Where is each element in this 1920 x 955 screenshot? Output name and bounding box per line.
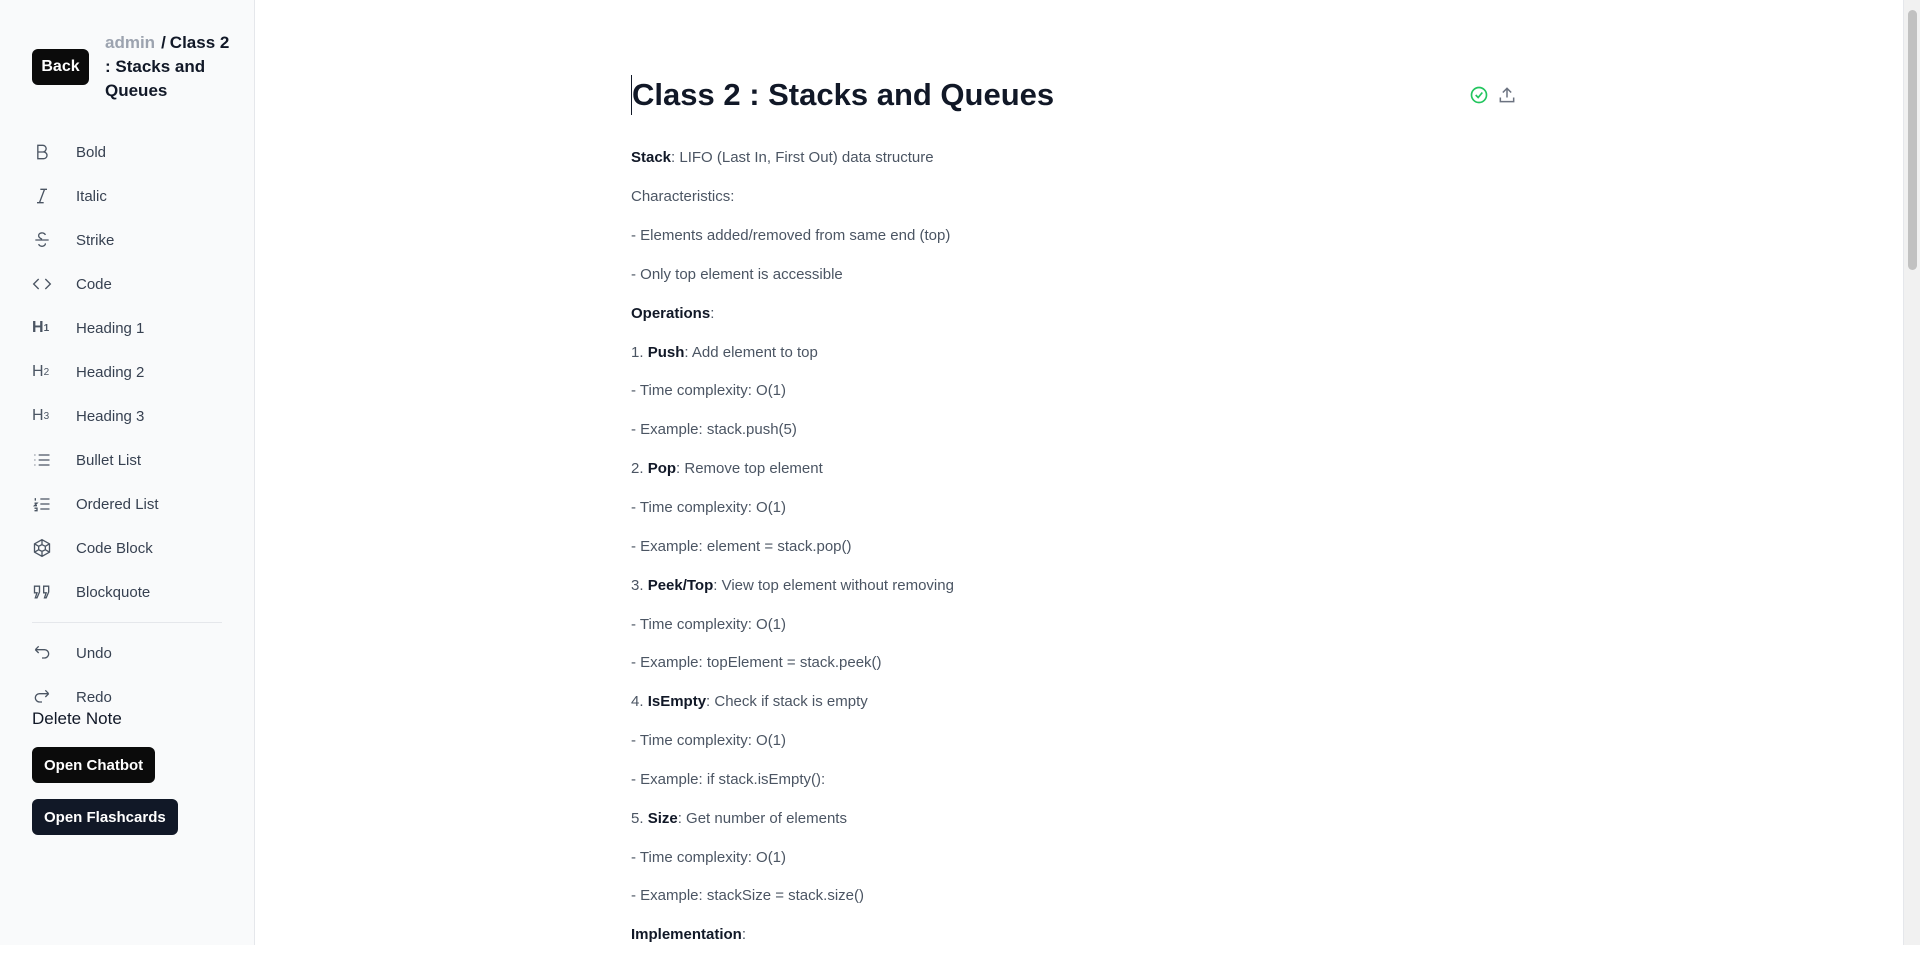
line-text: - Elements added/removed from same end (top) (631, 227, 951, 245)
code-icon (32, 274, 66, 294)
line-text: - Time complexity: O(1) (631, 848, 787, 866)
tool-label: Code (76, 275, 112, 293)
editor-status-icons (1469, 85, 1517, 105)
scrollbar-thumb[interactable] (1908, 10, 1917, 270)
tool-label: Undo (76, 644, 112, 662)
tool-label: Italic (76, 187, 107, 205)
line-prefix: 1. (631, 343, 648, 361)
tool-label: Ordered List (76, 495, 159, 513)
note-title[interactable]: Class 2 : Stacks and Queues (631, 75, 1054, 115)
blockquote-button[interactable] (32, 570, 222, 614)
toolbar-divider (32, 622, 222, 623)
open-flashcards-button[interactable]: Open Flashcards (32, 799, 178, 835)
note-line (631, 450, 1511, 489)
note-line (631, 683, 1511, 722)
note-line (631, 761, 1511, 800)
strike-button[interactable] (32, 218, 222, 262)
breadcrumb-note-title: Class 2 : Stacks and Queues (105, 33, 230, 100)
saved-check-icon (1469, 85, 1489, 105)
code-button[interactable] (32, 262, 222, 306)
blockquote-icon (32, 582, 66, 602)
note-line (631, 644, 1511, 683)
line-text: : Remove top element (676, 460, 823, 478)
heading-2-button[interactable] (32, 350, 222, 394)
line-bold: Peek/Top (647, 576, 714, 594)
undo-icon (32, 643, 66, 663)
redo-icon (32, 687, 66, 707)
undo-button[interactable] (32, 631, 222, 675)
page-scrollbar[interactable] (1903, 0, 1920, 945)
note-line (631, 217, 1511, 256)
note-line (631, 527, 1511, 566)
line-text: - Example: stackSize = stack.size() (631, 887, 864, 905)
note-line (631, 916, 1511, 955)
bullet-list-button[interactable] (32, 438, 222, 482)
note-line (631, 877, 1511, 916)
line-text: : Check if stack is empty (706, 693, 868, 711)
note-line (631, 566, 1511, 605)
line-bold: Push (647, 343, 685, 361)
tool-label: Redo (76, 688, 112, 706)
tool-label: Bold (76, 143, 107, 161)
line-prefix: 3. (631, 576, 648, 594)
line-prefix: 5. (631, 809, 648, 827)
line-text: - Time complexity: O(1) (631, 615, 787, 633)
bold-button[interactable] (32, 130, 222, 174)
line-bold: IsEmpty (647, 693, 707, 711)
note-line (631, 799, 1511, 838)
delete-note-button[interactable]: Delete Note (32, 709, 122, 728)
line-text: : View top element without removing (713, 576, 954, 594)
line-text: - Example: topElement = stack.peek() (631, 654, 882, 672)
line-prefix: 2. (631, 460, 648, 478)
line-text: : Add element to top (684, 343, 818, 361)
line-bold: Stack (631, 149, 672, 167)
italic-icon (32, 186, 66, 206)
tool-label: Heading 3 (76, 407, 145, 425)
line-text: - Example: if stack.isEmpty(): (631, 770, 826, 788)
line-text: - Only top element is accessible (631, 265, 843, 283)
note-line (631, 605, 1511, 644)
note-line (631, 139, 1511, 178)
heading-1-button[interactable] (32, 306, 222, 350)
code-block-button[interactable] (32, 526, 222, 570)
back-button[interactable]: Back (32, 49, 89, 85)
italic-button[interactable] (32, 174, 222, 218)
breadcrumb-separator: / (161, 33, 166, 52)
line-text: - Example: stack.push(5) (631, 421, 797, 439)
note-line (631, 178, 1511, 217)
strike-icon (32, 230, 66, 250)
line-text: - Time complexity: O(1) (631, 382, 787, 400)
line-text: : Get number of elements (677, 809, 847, 827)
breadcrumb (105, 31, 230, 103)
line-text: : (710, 304, 715, 322)
note-body[interactable] (631, 139, 1511, 955)
ordered-list-icon (32, 494, 66, 514)
heading-3-icon: H 3 (32, 407, 50, 424)
heading-2-icon: H 2 (32, 363, 50, 380)
tool-label: Code Block (76, 539, 153, 557)
line-text: - Time complexity: O(1) (631, 732, 787, 750)
note-line (631, 838, 1511, 877)
note-line (631, 372, 1511, 411)
line-text: - Example: element = stack.pop() (631, 537, 852, 555)
open-chatbot-button[interactable]: Open Chatbot (32, 747, 155, 783)
note-line (631, 333, 1511, 372)
bold-icon (32, 142, 66, 162)
tool-label: Strike (76, 231, 115, 249)
note-line (631, 489, 1511, 528)
note-line (631, 411, 1511, 450)
line-bold: Size (647, 809, 678, 827)
line-bold: Pop (647, 460, 677, 478)
ordered-list-button[interactable] (32, 482, 222, 526)
bullet-list-icon (32, 450, 66, 470)
line-bold: Implementation (631, 926, 742, 944)
note-line (631, 256, 1511, 295)
share-upload-icon[interactable] (1497, 85, 1517, 105)
line-bold: Operations (631, 304, 711, 322)
note-line (631, 294, 1511, 333)
heading-3-button[interactable] (32, 394, 222, 438)
tool-label: Heading 1 (76, 319, 145, 337)
tool-label: Bullet List (76, 451, 142, 469)
line-text: : LIFO (Last In, First Out) data structure (671, 149, 934, 167)
line-text: : (741, 926, 747, 944)
line-prefix: 4. (631, 693, 648, 711)
heading-1-icon: H 1 (32, 319, 50, 336)
note-line (631, 722, 1511, 761)
line-text: - Time complexity: O(1) (631, 499, 787, 517)
formatting-toolbar (32, 130, 222, 719)
line-text: Characteristics: (631, 188, 735, 206)
tool-label: Heading 2 (76, 363, 145, 381)
tool-label: Blockquote (76, 583, 151, 601)
code-block-icon (32, 538, 66, 558)
breadcrumb-user[interactable]: admin (105, 33, 156, 52)
sidebar (0, 0, 255, 945)
